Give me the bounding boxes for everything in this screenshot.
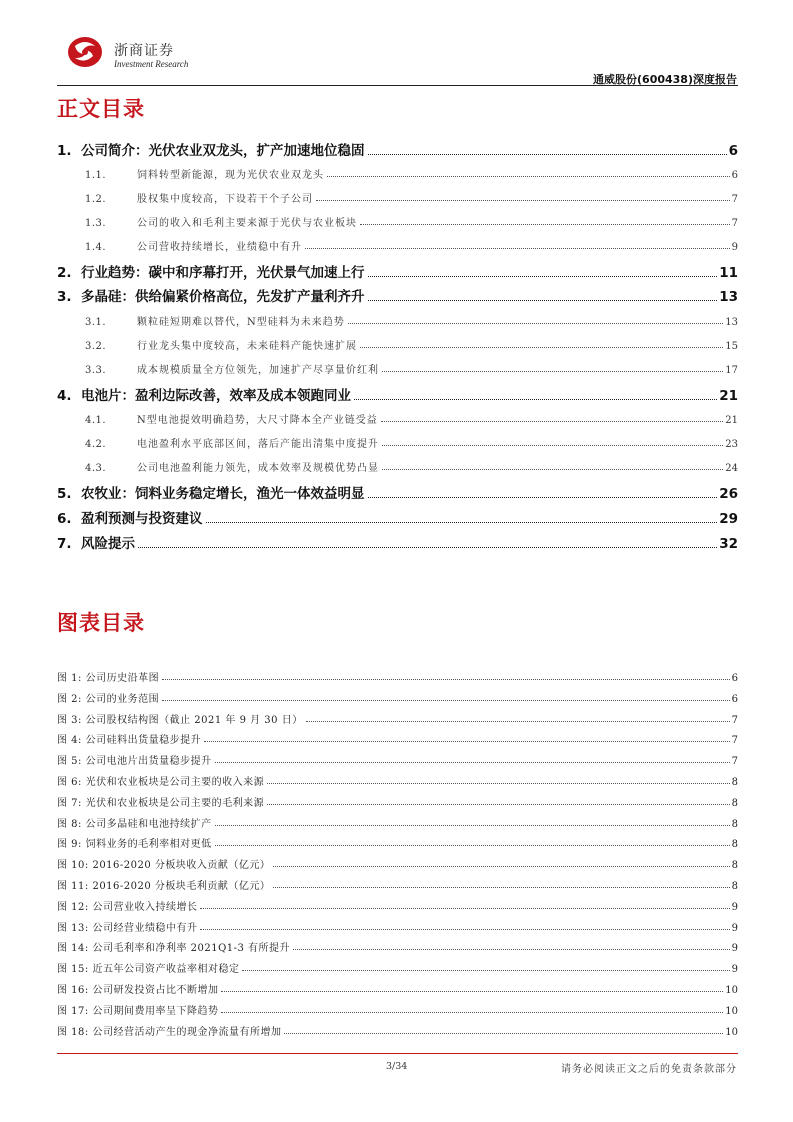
dot-leader <box>360 346 723 348</box>
figure-entry-label: 图 11: 2016-2020 分板块毛利贡献（亿元） <box>57 881 271 892</box>
toc-entry-page: 24 <box>725 463 738 474</box>
figure-entry-page: 7 <box>731 756 738 767</box>
toc-entry-label: 电池片：盈利边际改善，效率及成本领跑同业 <box>81 388 351 404</box>
figure-entry-page: 7 <box>731 715 738 726</box>
toc-chapter-entry[interactable] <box>57 384 738 404</box>
dot-leader <box>162 699 730 701</box>
toc-entry-number: 1.2. <box>85 194 107 205</box>
figure-entry-label: 图 16: 公司研发投资占比不断增加 <box>57 985 219 996</box>
toc-entry-number: 4.1. <box>85 415 107 426</box>
toc-chapter-entry[interactable] <box>57 532 738 552</box>
toc-entry-label: 盈利预测与投资建议 <box>81 511 203 527</box>
toc-entry-number: 2. <box>57 265 72 281</box>
figure-entry[interactable] <box>57 957 738 975</box>
dot-leader <box>138 546 717 548</box>
figure-entry-label: 图 13: 公司经营业绩稳中有升 <box>57 923 198 934</box>
toc-section-entry[interactable] <box>57 235 738 253</box>
toc-entry-page: 29 <box>719 511 738 527</box>
figure-entry-label: 图 6: 光伏和农业板块是公司主要的收入来源 <box>57 777 265 788</box>
dot-leader <box>273 886 729 888</box>
toc-entry-number: 3.1. <box>85 317 107 328</box>
toc-entry-label: 多晶硅：供给偏紧价格高位，先发扩产量利齐升 <box>81 289 365 305</box>
toc-entry-label: 行业龙头集中度较高，未来硅料产能快速扩展 <box>137 341 357 352</box>
figure-entry-label: 图 3: 公司股权结构图（截止 2021 年 9 月 30 日） <box>57 715 303 726</box>
disclaimer-note: 请务必阅读正文之后的免责条款部分 <box>561 1064 737 1075</box>
figure-entry[interactable] <box>57 916 738 934</box>
figure-entry-label: 图 5: 公司电池片出货量稳步提升 <box>57 756 212 767</box>
figure-entry-page: 9 <box>731 923 738 934</box>
company-name-cn: 浙商证券 <box>114 43 174 59</box>
figure-entry[interactable] <box>57 708 738 726</box>
toc-entry-label: 电池盈利水平底部区间，落后产能出清集中度提升 <box>137 439 379 450</box>
dot-leader <box>204 740 730 742</box>
dot-leader <box>381 420 724 422</box>
dot-leader <box>348 322 724 324</box>
figure-entry-page: 10 <box>725 985 738 996</box>
toc-entry-page: 21 <box>725 415 738 426</box>
figure-entry[interactable] <box>57 1020 738 1038</box>
toc-chapter-entry[interactable] <box>57 261 738 281</box>
toc-entry-number: 3. <box>57 289 72 305</box>
dot-leader <box>382 370 723 372</box>
figure-entry[interactable] <box>57 666 738 684</box>
figure-entry-label: 图 8: 公司多晶硅和电池持续扩产 <box>57 819 212 830</box>
dot-leader <box>382 468 723 470</box>
figure-entry-page: 8 <box>731 860 738 871</box>
toc-entry-label: 公司电池盈利能力领先，成本效率及规模优势凸显 <box>137 463 379 474</box>
toc-chapter-entry[interactable] <box>57 507 738 527</box>
figure-entry[interactable] <box>57 978 738 996</box>
figure-entry-page: 8 <box>731 839 738 850</box>
dot-leader <box>360 223 730 225</box>
dot-leader <box>200 928 729 930</box>
figure-entry[interactable] <box>57 770 738 788</box>
toc-entry-number: 1.3. <box>85 218 107 229</box>
figure-entry-label: 图 15: 近五年公司资产收益率相对稳定 <box>57 964 240 975</box>
figure-entry-page: 9 <box>731 964 738 975</box>
toc-entry-page: 6 <box>728 143 738 159</box>
toc-entry-number: 4.3. <box>85 463 107 474</box>
dot-leader <box>221 990 723 992</box>
figure-entry[interactable] <box>57 728 738 746</box>
toc-entry-page: 11 <box>719 265 738 281</box>
toc-entry-number: 7. <box>57 536 72 552</box>
page-header <box>57 28 737 86</box>
toc-section-entry[interactable] <box>57 211 738 229</box>
figure-entry-label: 图 9: 饲料业务的毛利率相对更低 <box>57 839 212 850</box>
toc-entry-page: 7 <box>731 194 738 205</box>
dot-leader <box>284 1032 723 1034</box>
figure-entry[interactable] <box>57 853 738 871</box>
toc-entry-page: 26 <box>719 486 738 502</box>
figure-entry-page: 9 <box>731 943 738 954</box>
toc-entry-label: 颗粒硅短期难以替代，N型硅料为未来趋势 <box>137 317 345 328</box>
figure-entry-page: 9 <box>731 902 738 913</box>
dot-leader <box>316 199 730 201</box>
toc-entry-number: 5. <box>57 486 72 502</box>
dot-leader <box>368 153 727 155</box>
figure-entry-page: 8 <box>731 777 738 788</box>
figure-entry[interactable] <box>57 749 738 767</box>
dot-leader <box>306 720 730 722</box>
toc-entry-number: 4. <box>57 388 72 404</box>
toc-entry-page: 23 <box>725 439 738 450</box>
figure-entry[interactable] <box>57 791 738 809</box>
toc-section-entry[interactable] <box>57 334 738 352</box>
dot-leader <box>215 761 730 763</box>
dot-leader <box>267 782 730 784</box>
toc-section-entry[interactable] <box>57 310 738 328</box>
dot-leader <box>382 444 723 446</box>
dot-leader <box>305 247 730 249</box>
company-name-en: Investment Research <box>114 59 189 69</box>
toc-section-entry[interactable] <box>57 163 738 181</box>
figure-entry[interactable] <box>57 895 738 913</box>
toc-entry-label: 股权集中度较高，下设若干个子公司 <box>137 194 313 205</box>
footer-divider <box>57 1053 738 1054</box>
toc-entry-label: 公司简介：光伏农业双龙头，扩产加速地位稳固 <box>81 143 365 159</box>
dot-leader <box>221 1011 723 1013</box>
toc-entry-number: 3.2. <box>85 341 107 352</box>
figure-entry[interactable] <box>57 874 738 892</box>
toc-entry-label: 饲料转型新能源，现为光伏农业双龙头 <box>137 170 324 181</box>
dot-leader <box>273 865 729 867</box>
figure-entry-page: 10 <box>725 1006 738 1017</box>
header-divider <box>57 85 738 86</box>
figure-entry-page: 8 <box>731 881 738 892</box>
figure-entry-label: 图 14: 公司毛利率和净利率 2021Q1-3 有所提升 <box>57 943 291 954</box>
figure-entry-label: 图 12: 公司营业收入持续增长 <box>57 902 198 913</box>
toc-entry-number: 1. <box>57 143 72 159</box>
dot-leader <box>162 678 730 680</box>
figure-entry[interactable] <box>57 936 738 954</box>
toc-entry-label: 成本规模质量全方位领先，加速扩产尽享量价红利 <box>137 365 379 376</box>
figure-entry-label: 图 1: 公司历史沿革图 <box>57 673 160 684</box>
dot-leader <box>354 398 717 400</box>
zheshang-logo-icon <box>65 34 105 70</box>
toc-entry-label: 风险提示 <box>81 536 135 552</box>
toc-entry-page: 13 <box>725 317 738 328</box>
dot-leader <box>293 948 730 950</box>
figure-entry-label: 图 17: 公司期间费用率呈下降趋势 <box>57 1006 219 1017</box>
toc-entry-number: 1.1. <box>85 170 107 181</box>
page-number: 3/34 <box>386 1061 408 1072</box>
toc-chapter-entry[interactable] <box>57 482 738 502</box>
report-title: 通威股份(600438)深度报告 <box>593 73 737 86</box>
figure-entry[interactable] <box>57 687 738 705</box>
toc-entry-label: 行业趋势：碳中和序幕打开，光伏景气加速上行 <box>81 265 365 281</box>
toc-entry-page: 6 <box>731 170 738 181</box>
figure-entry[interactable] <box>57 812 738 830</box>
figure-entry-page: 8 <box>731 798 738 809</box>
toc-entry-page: 9 <box>731 242 738 253</box>
figure-entry-label: 图 10: 2016-2020 分板块收入贡献（亿元） <box>57 860 271 871</box>
toc-entry-page: 15 <box>725 341 738 352</box>
toc-entry-page: 21 <box>719 388 738 404</box>
toc-section-entry[interactable] <box>57 358 738 376</box>
toc-chapter-entry[interactable] <box>57 285 738 305</box>
toc-section-entry[interactable] <box>57 187 738 205</box>
toc-heading: 正文目录 <box>57 97 145 121</box>
toc-entry-number: 4.2. <box>85 439 107 450</box>
figure-entry-page: 7 <box>731 735 738 746</box>
figure-entry-page: 8 <box>731 819 738 830</box>
toc-chapter-entry[interactable] <box>57 139 738 159</box>
dot-leader <box>368 275 718 277</box>
figure-entry-label: 图 18: 公司经营活动产生的现金净流量有所增加 <box>57 1027 282 1038</box>
dot-leader <box>242 969 729 971</box>
toc-entry-label: 农牧业：饲料业务稳定增长，渔光一体效益明显 <box>81 486 365 502</box>
toc-entry-page: 32 <box>719 536 738 552</box>
dot-leader <box>206 521 718 523</box>
figure-entry-label: 图 2: 公司的业务范围 <box>57 694 160 705</box>
figure-entry-page: 6 <box>731 673 738 684</box>
dot-leader <box>368 496 718 498</box>
toc-section-entry[interactable] <box>57 408 738 426</box>
figure-entry-label: 图 7: 光伏和农业板块是公司主要的毛利来源 <box>57 798 265 809</box>
toc-entry-label: 公司营收持续增长，业绩稳中有升 <box>137 242 302 253</box>
toc-entry-label: N型电池提效明确趋势，大尺寸降本全产业链受益 <box>137 415 378 426</box>
toc-entry-page: 13 <box>719 289 738 305</box>
figure-entry-page: 6 <box>731 694 738 705</box>
toc-entry-number: 3.3. <box>85 365 107 376</box>
toc-section-entry[interactable] <box>57 456 738 474</box>
toc-entry-page: 7 <box>731 218 738 229</box>
figure-entry-page: 10 <box>725 1027 738 1038</box>
figure-entry[interactable] <box>57 999 738 1017</box>
dot-leader <box>368 299 718 301</box>
figure-entry[interactable] <box>57 832 738 850</box>
dot-leader <box>200 907 729 909</box>
dot-leader <box>215 824 730 826</box>
dot-leader <box>215 844 730 846</box>
dot-leader <box>327 175 730 177</box>
toc-entry-page: 17 <box>725 365 738 376</box>
toc-entry-number: 1.4. <box>85 242 107 253</box>
toc-entry-label: 公司的收入和毛利主要来源于光伏与农业板块 <box>137 218 357 229</box>
figures-heading: 图表目录 <box>57 611 145 635</box>
figure-entry-label: 图 4: 公司硅料出货量稳步提升 <box>57 735 202 746</box>
toc-entry-number: 6. <box>57 511 72 527</box>
toc-section-entry[interactable] <box>57 432 738 450</box>
dot-leader <box>267 803 730 805</box>
